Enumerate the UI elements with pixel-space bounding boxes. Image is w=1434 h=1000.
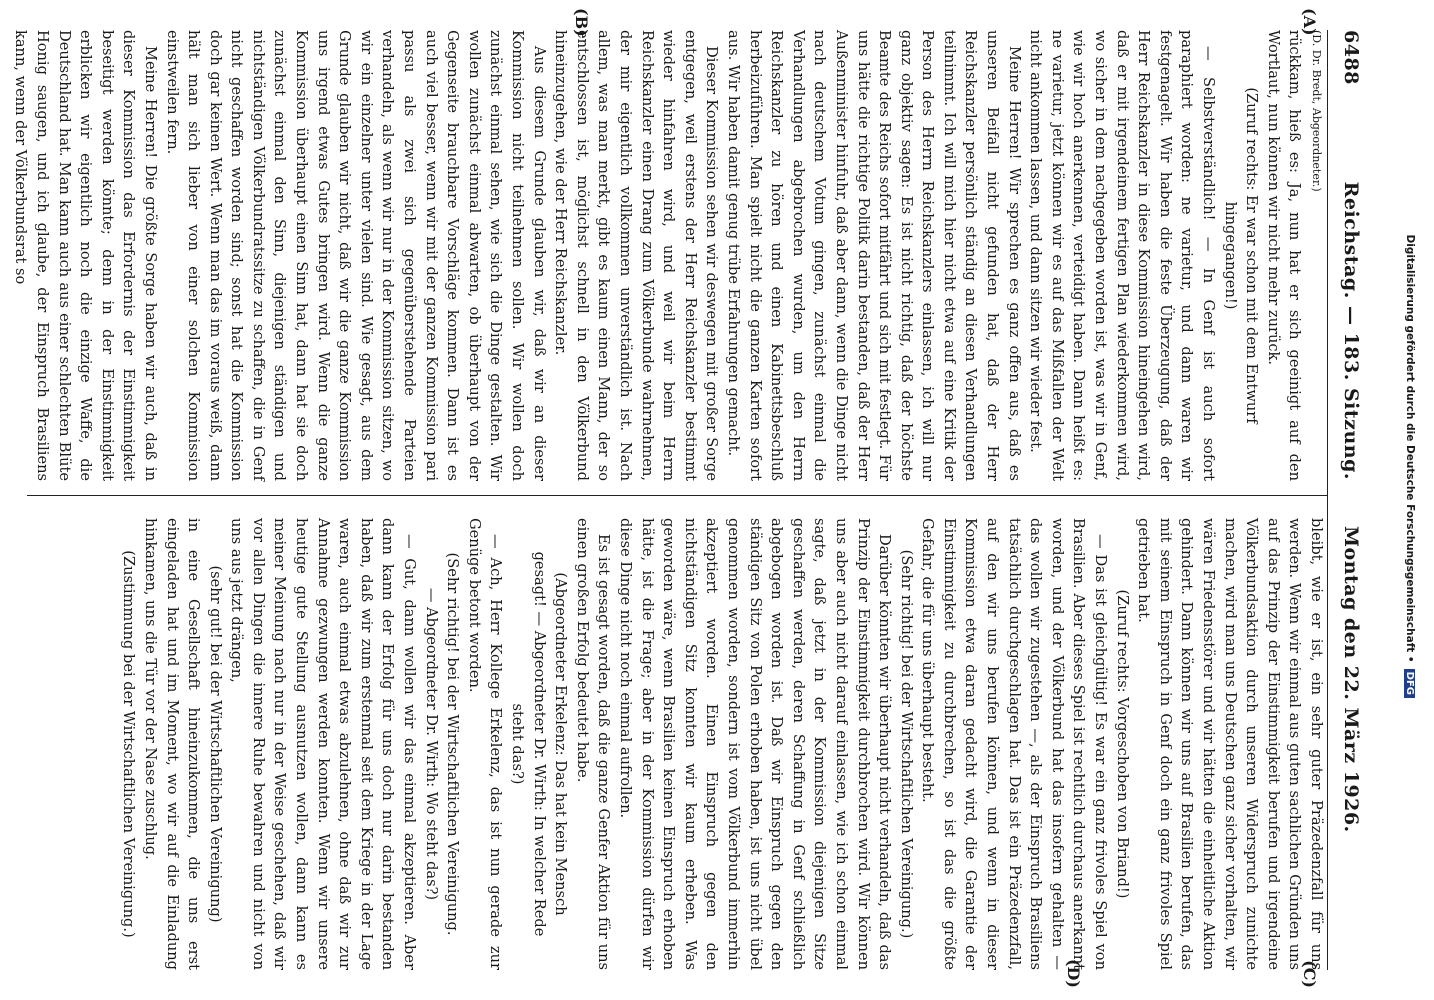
interjection: (Sehr richtig! bei der Wirtschaftlichen Vereinigung.) bbox=[897, 549, 915, 939]
page-number: 6488 bbox=[1340, 30, 1362, 85]
paragraph: — Das ist gleichgültig! Es war ein ganz frivoles Spiel von Brasilien. Aber dieses Spiel ist rechtlich durchaus anerkannt worden, und der Völkerbund hat das insofern gehalten — das wollen wir zugestehen —, als der Einspruch Brasiliens tatsächlich durchgeschlagen hat. Das ist ein Präzedenzfall, auf den wir uns berufen können, und wenn in dieser Kommission etwa daran gedacht wird, die Garantie der Einstimmigkeit zu durchbrechen, so ist das die größte Gefahr, die für uns überhaupt besteht. bbox=[919, 518, 1110, 970]
credit-text: Digitalisierung gefördert durch die Deutsche Forschungsgemeinschaft • bbox=[1404, 234, 1416, 663]
paragraph: rückkam, hieß es: Ja, nun hat er sich geeinigt auf den Wortlaut, nun können wir nicht mehr zurück. bbox=[1264, 30, 1304, 481]
margin-mark-d: (D) bbox=[1064, 958, 1083, 988]
paragraph: in eine Gesellschaft hineinzukommen, die uns erst eingeladen hat und im Moment, wo wir auf die Einladung hinkamen, uns die Tür vor der Nase zuschlug. bbox=[141, 518, 203, 970]
session-date: Montag den 22. März 1926. bbox=[1340, 526, 1362, 833]
paragraph: Dieser Kommission sehen wir deswegen mit großer Sorge entgegen, weil erstens der Herr Reichskanzler bestimmt wieder hinfahren wird, und weil wir beim Herrn Reichskanzler einen Drang zum Völkerbunde wahrnehmen, der mir eigentlich vollkommen unverständlich ist. Nach allem, was man merkt, gibt es kaum einen Mann, der so entschlossen ist, möglichst schnell in den Völkerbund hineinzugehen, wie der Herr Reichskanzler. bbox=[552, 30, 721, 481]
digitization-credit bbox=[1402, 8, 1418, 698]
running-head-right bbox=[1340, 500, 1362, 970]
paragraph: — Gut, dann wollen wir das einmal akzeptieren. Aber dann kann der Erfolg für uns doch nur darin bestanden haben, daß wir zum erstenmal seit dem Kriege in der Lage waren, auch einmal etwas abzulehnen, ohne daß wir zur Annahme gezwungen werden konnten. Wenn wir unsere heutige gute Stellung ausnutzen wollen, dann kann es meiner Meinung nach nur in der Weise geschehen, daß wir vor allen Dingen die innere Ruhe bewahren und nicht von uns aus jetzt drängen, bbox=[228, 518, 419, 970]
interjection: (Zuruf rechts: Er war schon mit dem Entwurf hingegangen!) bbox=[1221, 87, 1261, 424]
paragraph: Meine Herren! Wir sprechen es ganz offen aus, daß es unseren Beifall nicht gefunden hat, daß der Herr Reichskanzler persönlich ständig an diesen Verhandlungen teilnimmt. Ich will mich hier nicht etwa auf eine Kritik der Person des Herrn Reichskanzlers einlassen, ich will nur ganz objektiv sagen: Es ist nicht richtig, daß der höchste Beamte des Reichs sofort mitfährt und sich mit festlegt. Für uns hätte die richtige Politik darin bestanden, daß der Herr Außenminister hinfuhr, daß aber dann, wenn die Dinge nicht nach deutschem Votum gingen, zunächst einmal die Verhandlungen abgebrochen wurden, um den Herrn Reichskanzler zu hören und einen Kabinettsbeschluß herbeizuführen. Man spielt nicht die ganzen Karten sofort aus. Wir haben damit genug trübe Erfahrungen gemacht. bbox=[724, 30, 1023, 481]
paragraph: — Ach, Herr Kollege Erkelenz, das ist nun gerade zur Genüge betont worden. bbox=[465, 518, 505, 970]
interjection: (Abgeordneter Erkelenz: Das hat kein Mensch gesagt! — Abgeordneter Dr. Wirth: In welcher Rede steht das?) bbox=[509, 551, 570, 937]
paragraph: Aus diesem Grunde glauben wir, daß wir an dieser Kommission nicht teilnehmen sollen. Wir wollen doch zunächst einmal sehen, wie sich die Dinge gestalten. Wir wollen zunächst einmal abwarten, ob überhaupt von der Gegenseite brauchbare Vorschläge kommen. Dann ist es auch viel besser, wenn wir mit der ganzen Kommission pari passu als zwei sich gegenüberstehende Parteien verhandeln, als wenn wir nur in der Kommission sitzen, wo wir ein einzelner unter vielen sind. Wie gesagt, aus dem Grunde glauben wir nicht, daß wir die ganze Kommission uns irgend etwas Gutes bringen wird. Wenn die ganze Kommission überhaupt einen Sinn hat, dann hat sie doch zunächst einmal den Sinn, diejenigen ständigen und nichtständigen Völkerbundratssitze zu schaffen, die in Genf nicht geschaffen worden sind; sonst hat die Kommission doch gar keinen Wert. Wenn man das im voraus weiß, dann hält man sich lieber von einer solchen Kommission einstweilen fern. bbox=[163, 30, 548, 481]
interjection: (Zustimmung bei der Wirtschaftlichen Vereinigung.) bbox=[120, 550, 138, 938]
speaker-note: (D. Dr. Bredt, Abgeordneter.) bbox=[1310, 30, 1323, 192]
interjection: (Sehr richtig! bei der Wirtschaftlichen Vereinigung. — Abgeordneter Dr. Wirth: Wo steht das?) bbox=[422, 552, 462, 936]
session-title: Reichstag. — 183. Sitzung. bbox=[1340, 181, 1362, 480]
interjection: (Zuruf rechts: Vorgeschoben von Briand!) bbox=[1113, 589, 1131, 899]
right-column bbox=[27, 495, 1327, 970]
left-column bbox=[12, 30, 1327, 495]
running-head-left bbox=[1340, 30, 1362, 500]
paragraph: Meine Herren! Die größte Sorge haben wir auch, daß in dieser Kommission das Erfordernis der Einstimmigkeit beseitigt werden könnte; denn in der Einstimmigkeit erblicken wir eigentlich noch die einzige Waffe, die Deutschland hat. Man kann auch aus einer schlechten Blüte Honig saugen, und ich glaube, der Einspruch Brasiliens kann, wenn der Völkerbundsrat so bbox=[12, 30, 159, 481]
interjection: (sehr gut! bei der Wirtschaftlichen Vereinigung) bbox=[206, 565, 224, 923]
paragraph: Es ist gesagt worden, daß die ganze Genfer Aktion für uns einen großen Erfolg bedeutet habe. bbox=[573, 518, 613, 970]
margin-mark-c: (C) bbox=[1300, 960, 1319, 988]
paragraph: — Selbstverständlich! — In Genf ist auch sofort paraphiert worden: ne varietur, und dann waren wir festgenagelt. Wir haben die feste Überzeugung, daß der Herr Reichskanzler in diese Kommission hineingehen wird, daß er mit irgendeinem fertigen Plan wiederkommen wird, wo sicher in dem nachgegeben worden ist, was wir in Genf, wie wir hoch anerkennen, verteidigt haben. Dann heißt es: ne varietur, jetzt können wir es auf das Mißfallen der Welt nicht ankommen lassen, und dann sitzen wir wieder fest. bbox=[1027, 30, 1218, 481]
dfg-logo: DFG bbox=[1405, 669, 1416, 698]
paragraph: bleibt, wie er ist, ein sehr guter Präzedenzfall für uns werden. Wenn wir einmal aus guten sachlichen Gründen uns auf das Prinzip der Einstimmigkeit berufen und irgendeine Völkerbundsaktion durch unseren Widerspruch zunichte machen, wird man uns Deutschen ganz sicher vorhalten, wir wären Friedensstörer und wir hätten die einheitliche Aktion gehindert. Dann können wir uns auf Brasilien berufen, das mit seinem Einspruch in Genf doch ein ganz frivoles Spiel getrieben hat. bbox=[1135, 518, 1325, 970]
margin-mark-a: (A) bbox=[1300, 8, 1319, 36]
margin-mark-b: (B) bbox=[572, 8, 591, 37]
running-head bbox=[1327, 30, 1362, 970]
text-columns bbox=[12, 8, 1327, 988]
paragraph: Darüber könnten wir überhaupt nicht verhandeln, daß das Prinzip der Einstimmigkeit durchbrochen wird. Wir können uns aber auch nicht darauf einlassen, wie ich schon einmal sagte, daß jetzt in der Kommission diejenigen Sitze geschaffen werden, deren Schaffung in Genf schließlich abgebogen worden ist. Daß wir Einspruch gegen den ständigen Sitz von Polen erhoben haben, ist uns nicht übel genommen worden, sondern ist vom Völkerbund immerhin akzeptiert worden. Einen Einspruch gegen den nichtständigen Sitz konnten wir kaum erheben. Was geworden wäre, wenn Brasilien keinen Einspruch erhoben hätte, ist die Frage; aber in der Kommission dürfen wir diese Dinge nicht noch einmal aufrollen. bbox=[617, 518, 894, 970]
